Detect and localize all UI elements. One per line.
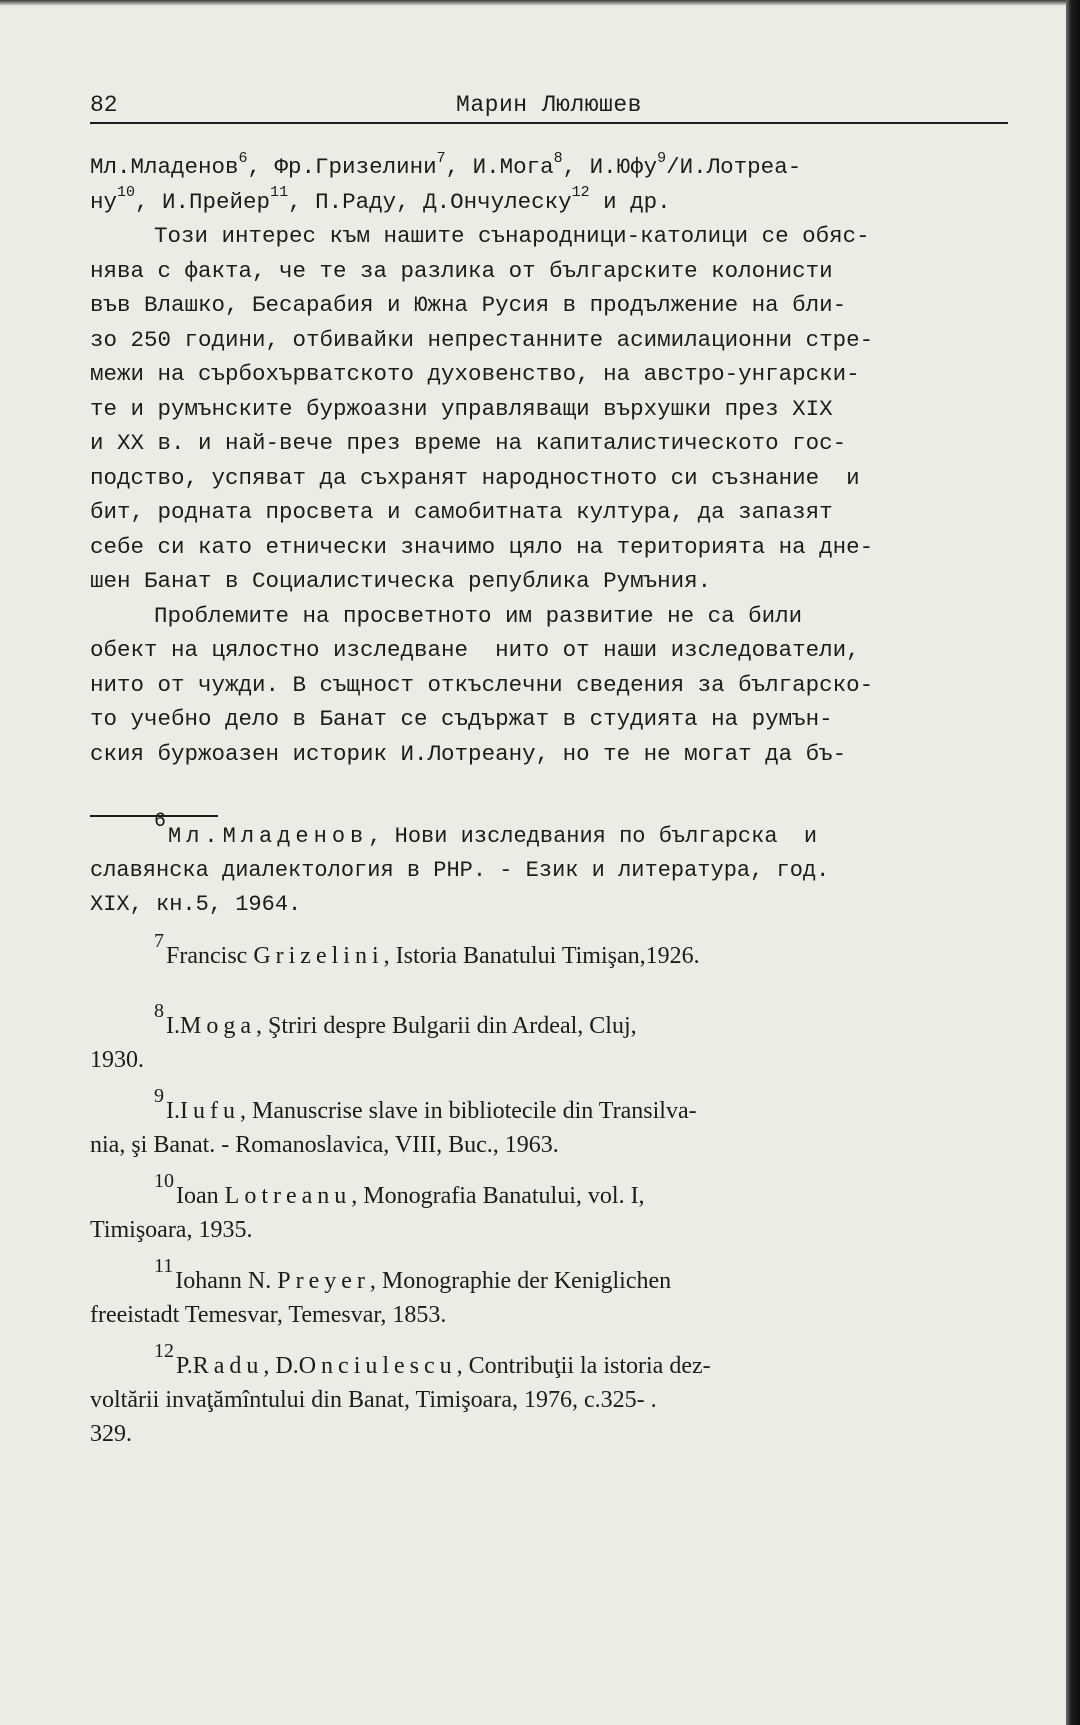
footnote-author: Мл.Младенов [168,824,369,849]
scan-right-edge [1066,0,1080,1725]
body-line: $ну^{10}$, И.Прейер$^{11}$, П.Раду, Д.Ончулеску$^{12}$ и др. [90,184,671,215]
footnote-author: Grizelini [253,943,384,969]
footnote-8: $^8$I.Moga, Ştriri despre Bulgarii din Ardeal, Cluj, 1930. [90,1000,637,1073]
footnote-7: $^7$Francisc Grizelini, Istoria Banatului Timişan,1926. [154,930,700,969]
running-title: Марин Люлюшев [456,92,642,118]
page-number: 82 [90,92,118,118]
body-line: Мл.Младенов$^6$, Фр.Гризелини$^7$, И.Мога$^8$, И.Юфу$^9$/И.Лотреа- [90,149,802,180]
body-line: то учебно дело в Банат се съдържат в студията на румън- [90,706,833,732]
footnote-ref[interactable]: 8 [553,149,563,167]
footnote-ref[interactable]: 9 [657,149,667,167]
footnote-author: Lotreanu [224,1183,352,1209]
footnote-number: 8 [154,1000,164,1022]
body-line: шен Банат в Социалистическа република Румъния. [90,568,712,594]
footnote-11: $^{11}$Iohann N. Preyer, Monographie der Keniglichen freeistadt Temesvar, Temesvar, 1853. [90,1255,672,1328]
footnote-number: 11 [154,1255,174,1277]
footnote-author-2: Onciulescu [298,1353,457,1379]
footnote-number: 12 [154,1340,174,1362]
footnote-10: $^{10}$Ioan Lotreanu, Monografia Banatului, vol. I, Timişoara, 1935. [90,1170,645,1243]
body-line: нито от чужди. В същност откъслечни сведения за българско- [90,671,874,698]
footnote-ref[interactable]: 12 [571,184,590,201]
footnote-ref[interactable]: 10 [117,184,136,201]
footnote-author: Moga [180,1013,256,1039]
page-header [90,86,1008,124]
body-line: зо 250 години, отбивайки непрестанните асимилационни стре- [90,326,874,353]
body-line: нява с факта, че те за разлика от българските колонисти [90,257,833,284]
body-line: бит, родната просвета и самобитната култура, да запазят [90,499,833,525]
footnotes [90,810,1008,1468]
body-line: Проблемите на просветното им развитие не са били [154,602,803,629]
footnote-number: 7 [154,930,164,952]
scan-top-edge [0,0,1080,6]
footnote-9: $^9$I.Iufu, Manuscrise slave in bibliotecile din Transilva- nia, şi Banat. - Romanoslavica, VIII, Buc., 1963. [90,1085,697,1158]
paragraph-2 [90,599,1008,772]
body-line: те и румънските буржоазни управляващи върхушки през XIX [90,395,833,422]
paragraph-1 [90,219,1008,599]
body-line: Този интерес към нашите сънародници-католици се обяс- [154,223,870,249]
body-line: ския буржоазен историк И.Лотреану, но те не могат да бъ- [90,740,847,767]
footnote-12: $^{12}$P.Radu, D.Onciulescu, Contribuţii la istoria dez- voltării invaţămîntului din Banat, Timişoara, 1976, c.325- . 329. [90,1340,711,1447]
footnote-number: 10 [154,1170,174,1192]
body-line: межи на сърбохърватското духовенство, на австро-унгарски- [90,361,860,387]
footnote-author: Iufu [180,1098,240,1124]
body-line: обект на цялостно изследване нито от наши изследователи, [90,637,860,663]
footnote-ref[interactable]: 11 [270,184,289,201]
footnote-author: Radu [192,1353,264,1379]
body-line: подство, успяват да съхранят народностното си съзнание и [90,464,860,491]
body-text [90,150,1008,771]
footnote-6: 6Мл.Младенов, Нови изследвания по българска и славянска диалектология в РНР. - Език и литература, год. XIX, кн.5, 1964. [90,810,830,917]
footnote-author: Preyer [277,1268,370,1294]
footnote-number: 9 [154,1085,164,1107]
footnote-number: 6 [154,810,167,833]
body-line: във Влашко, Бесарабия и Южна Русия в продължение на бли- [90,292,847,318]
footnote-ref[interactable]: 7 [436,149,446,167]
body-line: себе си като етнически значимо цяло на територията на дне- [90,533,874,560]
body-line: и XX в. и най-вече през време на капиталистическото гос- [90,430,847,456]
footnote-ref[interactable]: 6 [238,149,248,167]
